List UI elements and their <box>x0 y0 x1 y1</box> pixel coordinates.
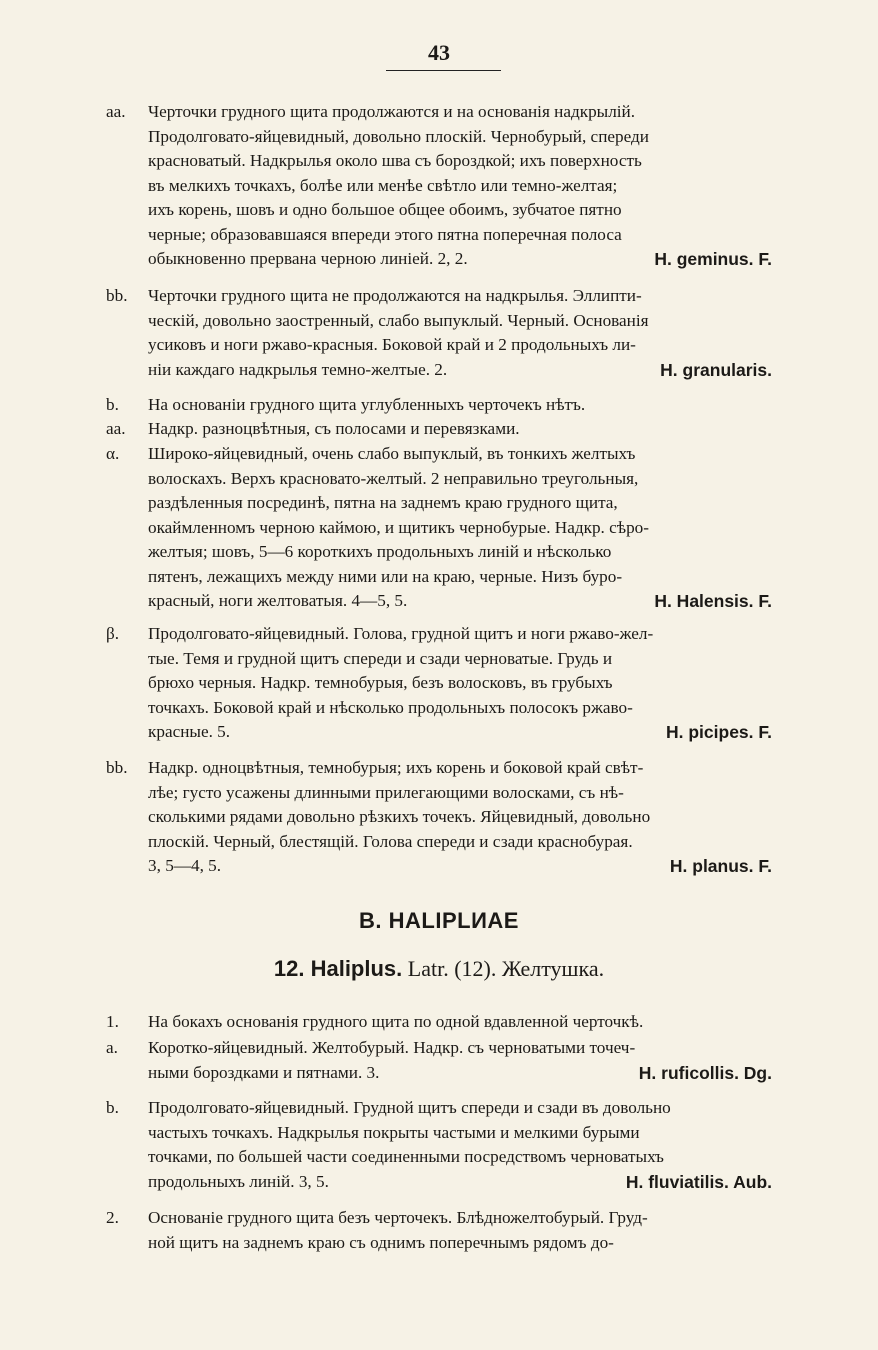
entry-line: Продолговато-яйцевидный. Голова, грудной щитъ и ноги ржаво-жел- <box>148 624 654 643</box>
key-entry <box>106 622 818 745</box>
entry-line: тые. Темя и грудной щитъ спереди и сзади черноватые. Грудь и <box>148 648 613 668</box>
genus-name: 12. Haliplus. <box>273 956 403 981</box>
entry-body <box>148 622 818 720</box>
entry-line: раздѣленныя посрединѣ, пятна на заднемъ краю грудного щита, <box>148 493 618 512</box>
key-entry <box>106 393 818 418</box>
entry-body <box>148 1010 818 1035</box>
key-entry <box>106 100 818 272</box>
entry-line: 3, 5—4, 5. <box>148 856 222 875</box>
page-number-rule <box>386 70 501 71</box>
species-name: H. picipes. F. <box>666 722 772 742</box>
entry-line: ніи каждаго надкрылья темно-желтые. 2. <box>148 359 448 379</box>
species-name: H. ruficollis. Dg. <box>638 1062 772 1083</box>
entry-line: На бокахъ основанія грудного щита по одной вдавленной черточкѣ. <box>148 1012 644 1031</box>
entry-body <box>148 1096 818 1170</box>
entry-line: лѣе; густо усажены длинными прилегающими волосками, съ нѣ- <box>148 782 624 802</box>
entry-marker: 2. <box>106 1208 119 1227</box>
entry-line: волоскахъ. Верхъ красновато-желтый. 2 неправильно треугольныя, <box>148 468 639 488</box>
entry-marker: аа. <box>106 419 126 438</box>
entry-line: продольныхъ линій. 3, 5. <box>148 1171 329 1191</box>
entry-line: Надкр. разноцвѣтныя, съ полосами и перевязками. <box>148 419 520 438</box>
entry-last-line <box>148 1170 818 1195</box>
entry-line: Надкр. одноцвѣтныя, темнобурыя; ихъ корень и боковой край свѣт- <box>148 758 644 777</box>
entry-marker: b. <box>106 395 119 414</box>
entry-line: Коротко-яйцевидный. Желтобурый. Надкр. съ черноватыми точеч- <box>148 1038 636 1057</box>
entry-body <box>148 442 818 589</box>
entry-line: черные; образовавшаяся впереди этого пятна поперечная полоса <box>148 224 622 244</box>
entry-line: Основаніе грудного щита безъ черточекъ. Блѣдножелтобурый. Груд- <box>148 1208 648 1227</box>
entry-line: Черточки грудного щита продолжаются и на основанія надкрылій. <box>148 102 636 121</box>
entry-marker: bb. <box>106 286 128 305</box>
entry-body <box>148 393 818 418</box>
entry-marker: β. <box>106 624 120 643</box>
entry-line: въ мелкихъ точкахъ, болѣе или менѣе свѣтло или темно-желтая; <box>148 175 618 195</box>
entry-marker: аа. <box>106 102 126 121</box>
entry-line: красный, ноги желтоватыя. 4—5, 5. <box>148 591 408 610</box>
entry-line: красноватый. Надкрылья около шва съ бороздкой; ихъ поверхность <box>148 151 642 170</box>
species-name: H. geminus. F. <box>654 249 772 269</box>
page-number: 43 <box>428 40 450 65</box>
entry-line: желтыя; шовъ, 5—6 короткихъ продольныхъ линій и нѣсколько <box>148 542 612 561</box>
entry-line: усиковъ и ноги ржаво-красныя. Боковой край и 2 продольныхъ ли- <box>148 335 636 354</box>
species-name: H. fluviatilis. Aub. <box>625 1171 772 1192</box>
key-entry <box>106 442 818 614</box>
entry-body <box>148 1206 818 1255</box>
entry-marker: b. <box>106 1098 119 1117</box>
entry-line: Продолговато-яйцевидный, довольно плоскій. Чернобурый, спереди <box>148 126 649 146</box>
key-entry <box>106 756 818 879</box>
entry-line: точкахъ. Боковой край и нѣсколько продольныхъ полосокъ ржаво- <box>148 697 633 717</box>
entry-last-line <box>148 1061 818 1086</box>
entry-last-line <box>148 358 818 383</box>
entry-marker: α. <box>106 444 120 463</box>
entry-body <box>148 100 818 247</box>
entry-line: Черточки грудного щита не продолжаются на надкрылья. Эллипти- <box>148 286 642 305</box>
entry-last-line <box>148 720 818 745</box>
species-name: H. planus. F. <box>669 856 772 876</box>
entry-line: Продолговато-яйцевидный. Грудной щитъ спереди и сзади въ довольно <box>148 1098 671 1117</box>
entry-line: брюхо черныя. Надкр. темнобурыя, безъ волосковъ, въ грубыхъ <box>148 673 613 692</box>
entry-marker: bb. <box>106 758 128 777</box>
entry-line: ной щитъ на заднемъ краю съ однимъ поперечнымъ рядомъ до- <box>148 1232 614 1252</box>
entry-line: точками, по большей части соединенными посредствомъ черноватыхъ <box>148 1147 664 1166</box>
entry-body <box>148 417 818 442</box>
genus-heading <box>0 956 878 982</box>
entry-line: обыкновенно прервана черною линіей. 2, 2. <box>148 249 468 268</box>
key-entry <box>106 1036 818 1085</box>
species-name: H. granularis. <box>660 359 772 380</box>
section-heading: B. HALIPLИAE <box>359 908 519 933</box>
entry-marker: 1. <box>106 1012 119 1031</box>
entry-line: На основаніи грудного щита углубленныхъ черточекъ нѣтъ. <box>148 395 586 414</box>
entry-line: частыхъ точкахъ. Надкрылья покрыты частыми и мелкими бурыми <box>148 1122 640 1142</box>
entry-line: ными бороздками и пятнами. 3. <box>148 1062 380 1082</box>
genus-rest: Latr. (12). Желтушка. <box>407 956 605 981</box>
entry-last-line <box>148 247 818 272</box>
species-name: H. Halensis. F. <box>654 591 772 611</box>
entry-line: красные. 5. <box>148 722 231 741</box>
entry-last-line <box>148 589 818 614</box>
entry-body <box>148 756 818 854</box>
entry-line: сколькими рядами довольно рѣзкихъ точекъ. Яйцевидный, довольно <box>148 807 651 826</box>
entry-line: ихъ корень, шовъ и одно большое общее обоимъ, зубчатое пятно <box>148 200 622 219</box>
entry-body <box>148 284 818 358</box>
entry-body <box>148 1036 818 1061</box>
key-entry <box>106 1096 818 1194</box>
entry-line: ческій, довольно заостренный, слабо выпуклый. Черный. Основанія <box>148 310 649 330</box>
key-entry <box>106 1010 818 1035</box>
key-entry <box>106 1206 818 1255</box>
key-entry <box>106 417 818 442</box>
key-entry <box>106 284 818 382</box>
entry-line: плоскій. Черный, блестящій. Голова спереди и сзади краснобурая. <box>148 831 633 851</box>
entry-last-line <box>148 854 818 879</box>
entry-line: Широко-яйцевидный, очень слабо выпуклый, въ тонкихъ желтыхъ <box>148 444 636 463</box>
entry-line: окаймленномъ черною каймою, и щитикъ чернобурые. Надкр. сѣро- <box>148 517 650 537</box>
entry-marker: a. <box>106 1038 118 1057</box>
entry-line: пятенъ, лежащихъ между ними или на краю, черные. Низъ буро- <box>148 566 623 586</box>
